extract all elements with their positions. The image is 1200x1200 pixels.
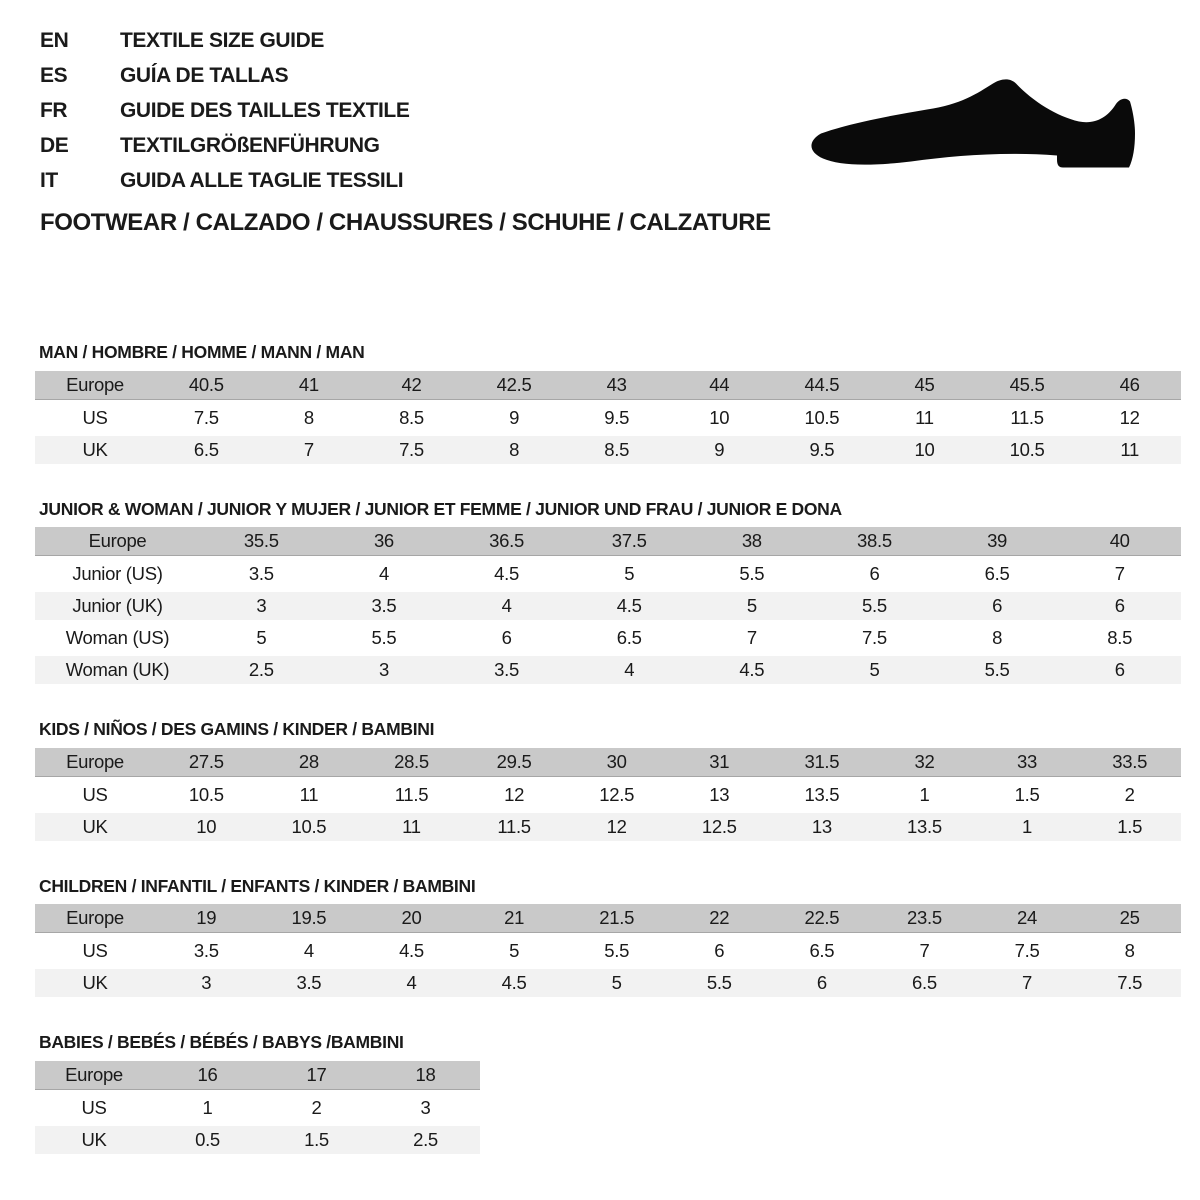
size-section-kids xyxy=(35,721,1185,845)
size-cell: 6.5 xyxy=(936,560,1059,588)
table-row-man-us xyxy=(35,404,1181,432)
table-row-man-europe xyxy=(35,371,1181,400)
size-cell: 7 xyxy=(691,624,814,652)
size-cell: 1 xyxy=(153,1094,262,1122)
size-cell: 19 xyxy=(155,904,258,933)
size-cell: 1 xyxy=(976,813,1079,841)
size-cell: 40.5 xyxy=(155,371,258,400)
size-cell: 22.5 xyxy=(771,904,874,933)
size-cell: 9 xyxy=(668,436,771,464)
size-cell: 4.5 xyxy=(568,592,691,620)
size-cell: 3.5 xyxy=(155,937,258,965)
size-cell: 10.5 xyxy=(771,404,874,432)
size-cell: 4 xyxy=(258,937,361,965)
table-row-junior-junior-uk- xyxy=(35,592,1181,620)
table-row-junior-woman-uk- xyxy=(35,656,1181,684)
language-code: FR xyxy=(40,99,68,122)
size-cell: 11 xyxy=(873,404,976,432)
size-table-junior xyxy=(35,523,1181,688)
size-cell: 9 xyxy=(463,404,566,432)
language-label: GUIDA ALLE TAGLIE TESSILI xyxy=(120,169,404,192)
size-cell: 23.5 xyxy=(873,904,976,933)
size-cell: 4.5 xyxy=(445,560,568,588)
size-cell: 6.5 xyxy=(873,969,976,997)
size-cell: 19.5 xyxy=(258,904,361,933)
size-cell: 11.5 xyxy=(463,813,566,841)
section-title-kids: KIDS / NIÑOS / DES GAMINS / KINDER / BAMBINI xyxy=(39,719,435,739)
size-cell: 4.5 xyxy=(360,937,463,965)
size-cell: 8 xyxy=(936,624,1059,652)
row-label: Woman (UK) xyxy=(35,656,200,684)
size-cell: 22 xyxy=(668,904,771,933)
size-cell: 6 xyxy=(1058,592,1181,620)
category-line: FOOTWEAR / CALZADO / CHAUSSURES / SCHUHE / CALZATURE xyxy=(40,209,771,236)
table-row-babies-uk xyxy=(35,1126,480,1154)
section-title-man: MAN / HOMBRE / HOMME / MANN / MAN xyxy=(39,342,365,362)
size-cell: 11 xyxy=(258,781,361,809)
size-cell: 7 xyxy=(1058,560,1181,588)
table-row-junior-woman-us- xyxy=(35,624,1181,652)
header xyxy=(40,30,800,235)
language-row-it xyxy=(40,170,800,191)
size-cell: 4 xyxy=(568,656,691,684)
size-cell: 28 xyxy=(258,748,361,777)
size-cell: 6 xyxy=(668,937,771,965)
size-cell: 7.5 xyxy=(155,404,258,432)
size-section-junior xyxy=(35,498,1185,689)
size-cell: 5.5 xyxy=(668,969,771,997)
size-cell: 5.5 xyxy=(565,937,668,965)
size-cell: 37.5 xyxy=(568,527,691,556)
row-label: Europe xyxy=(35,1061,153,1090)
size-cell: 4 xyxy=(360,969,463,997)
size-cell: 6 xyxy=(813,560,936,588)
size-table-kids xyxy=(35,744,1181,845)
table-row-babies-europe xyxy=(35,1061,480,1090)
size-cell: 33.5 xyxy=(1078,748,1181,777)
size-cell: 6.5 xyxy=(155,436,258,464)
size-cell: 7.5 xyxy=(976,937,1079,965)
size-table-man xyxy=(35,367,1181,468)
size-cell: 11.5 xyxy=(360,781,463,809)
size-cell: 10.5 xyxy=(258,813,361,841)
size-cell: 4.5 xyxy=(463,969,566,997)
size-cell: 20 xyxy=(360,904,463,933)
size-cell: 42 xyxy=(360,371,463,400)
size-cell: 7 xyxy=(873,937,976,965)
section-title-junior: JUNIOR & WOMAN / JUNIOR Y MUJER / JUNIOR ET FEMME / JUNIOR UND FRAU / JUNIOR E DONA xyxy=(39,498,842,519)
size-cell: 6 xyxy=(1058,656,1181,684)
row-label: US xyxy=(35,937,155,965)
size-cell: 8 xyxy=(1078,937,1181,965)
table-row-junior-junior-us- xyxy=(35,560,1181,588)
size-cell: 8.5 xyxy=(1058,624,1181,652)
size-cell: 11 xyxy=(1078,436,1181,464)
language-label: GUIDE DES TAILLES TEXTILE xyxy=(120,99,410,122)
size-cell: 1.5 xyxy=(976,781,1079,809)
size-cell: 6 xyxy=(936,592,1059,620)
size-cell: 3 xyxy=(155,969,258,997)
size-cell: 13.5 xyxy=(771,781,874,809)
size-cell: 10.5 xyxy=(976,436,1079,464)
size-cell: 39 xyxy=(936,527,1059,556)
row-label: Europe xyxy=(35,904,155,933)
row-label: US xyxy=(35,781,155,809)
size-cell: 21.5 xyxy=(565,904,668,933)
table-row-children-us xyxy=(35,937,1181,965)
language-row-en xyxy=(40,30,800,51)
size-cell: 5 xyxy=(463,937,566,965)
size-cell: 28.5 xyxy=(360,748,463,777)
size-cell: 10 xyxy=(668,404,771,432)
size-cell: 7.5 xyxy=(360,436,463,464)
size-table-babies xyxy=(35,1057,480,1158)
language-code: ES xyxy=(40,64,68,87)
size-cell: 12 xyxy=(1078,404,1181,432)
size-cell: 9.5 xyxy=(771,436,874,464)
language-code: DE xyxy=(40,134,69,157)
size-cell: 5 xyxy=(813,656,936,684)
size-cell: 40 xyxy=(1058,527,1181,556)
section-title-children: CHILDREN / INFANTIL / ENFANTS / KINDER / BAMBINI xyxy=(39,875,476,896)
size-cell: 0.5 xyxy=(153,1126,262,1154)
language-label: TEXTILE SIZE GUIDE xyxy=(120,29,324,52)
size-cell: 3.5 xyxy=(200,560,323,588)
size-cell: 38 xyxy=(691,527,814,556)
size-cell: 2.5 xyxy=(371,1126,480,1154)
size-cell: 12 xyxy=(565,813,668,841)
size-cell: 27.5 xyxy=(155,748,258,777)
size-cell: 2 xyxy=(1078,781,1181,809)
size-cell: 36.5 xyxy=(445,527,568,556)
row-label: Woman (US) xyxy=(35,624,200,652)
size-cell: 42.5 xyxy=(463,371,566,400)
row-label: UK xyxy=(35,813,155,841)
row-label: Europe xyxy=(35,748,155,777)
size-cell: 6 xyxy=(771,969,874,997)
size-cell: 7.5 xyxy=(813,624,936,652)
size-table-children xyxy=(35,900,1181,1001)
size-cell: 2.5 xyxy=(200,656,323,684)
size-cell: 10 xyxy=(155,813,258,841)
row-label: Junior (UK) xyxy=(35,592,200,620)
table-row-babies-us xyxy=(35,1094,480,1122)
size-cell: 10.5 xyxy=(155,781,258,809)
size-cell: 3 xyxy=(323,656,446,684)
size-cell: 32 xyxy=(873,748,976,777)
size-cell: 4 xyxy=(445,592,568,620)
size-cell: 5.5 xyxy=(323,624,446,652)
size-cell: 4.5 xyxy=(691,656,814,684)
size-cell: 1.5 xyxy=(1078,813,1181,841)
row-label: UK xyxy=(35,436,155,464)
table-row-junior-europe xyxy=(35,527,1181,556)
table-row-kids-us xyxy=(35,781,1181,809)
size-cell: 24 xyxy=(976,904,1079,933)
size-cell: 33 xyxy=(976,748,1079,777)
size-cell: 35.5 xyxy=(200,527,323,556)
size-cell: 46 xyxy=(1078,371,1181,400)
size-cell: 31.5 xyxy=(771,748,874,777)
size-cell: 12.5 xyxy=(565,781,668,809)
size-cell: 9.5 xyxy=(565,404,668,432)
size-cell: 5.5 xyxy=(813,592,936,620)
size-cell: 5 xyxy=(568,560,691,588)
size-cell: 44.5 xyxy=(771,371,874,400)
size-cell: 5 xyxy=(200,624,323,652)
row-label: US xyxy=(35,1094,153,1122)
size-tables xyxy=(35,344,1185,1191)
size-cell: 13.5 xyxy=(873,813,976,841)
size-cell: 7 xyxy=(976,969,1079,997)
language-label: TEXTILGRÖßENFÜHRUNG xyxy=(120,134,380,157)
size-cell: 8.5 xyxy=(360,404,463,432)
row-label: Junior (US) xyxy=(35,560,200,588)
size-cell: 8 xyxy=(463,436,566,464)
language-list xyxy=(40,30,800,191)
size-cell: 6.5 xyxy=(771,937,874,965)
size-cell: 6.5 xyxy=(568,624,691,652)
size-cell: 3.5 xyxy=(323,592,446,620)
size-cell: 5 xyxy=(691,592,814,620)
size-section-man xyxy=(35,344,1185,468)
size-cell: 6 xyxy=(445,624,568,652)
table-row-man-uk xyxy=(35,436,1181,464)
size-cell: 13 xyxy=(771,813,874,841)
size-cell: 12 xyxy=(463,781,566,809)
language-label: GUÍA DE TALLAS xyxy=(120,64,289,87)
size-cell: 8.5 xyxy=(565,436,668,464)
size-cell: 3 xyxy=(371,1094,480,1122)
size-cell: 25 xyxy=(1078,904,1181,933)
language-row-fr xyxy=(40,100,800,121)
size-cell: 5.5 xyxy=(691,560,814,588)
size-cell: 45 xyxy=(873,371,976,400)
size-cell: 21 xyxy=(463,904,566,933)
size-cell: 2 xyxy=(262,1094,371,1122)
section-title-babies: BABIES / BEBÉS / BÉBÉS / BABYS /BAMBINI xyxy=(39,1032,404,1052)
size-cell: 8 xyxy=(258,404,361,432)
size-cell: 30 xyxy=(565,748,668,777)
language-row-de xyxy=(40,135,800,156)
row-label: US xyxy=(35,404,155,432)
table-row-kids-uk xyxy=(35,813,1181,841)
size-cell: 17 xyxy=(262,1061,371,1090)
row-label: Europe xyxy=(35,371,155,400)
size-cell: 16 xyxy=(153,1061,262,1090)
size-cell: 13 xyxy=(668,781,771,809)
size-cell: 38.5 xyxy=(813,527,936,556)
size-cell: 41 xyxy=(258,371,361,400)
table-row-kids-europe xyxy=(35,748,1181,777)
size-cell: 3.5 xyxy=(258,969,361,997)
size-cell: 5.5 xyxy=(936,656,1059,684)
size-cell: 3.5 xyxy=(445,656,568,684)
size-cell: 44 xyxy=(668,371,771,400)
size-cell: 1 xyxy=(873,781,976,809)
size-cell: 12.5 xyxy=(668,813,771,841)
size-cell: 7.5 xyxy=(1078,969,1181,997)
size-cell: 4 xyxy=(323,560,446,588)
size-section-children xyxy=(35,875,1185,1002)
size-cell: 18 xyxy=(371,1061,480,1090)
size-cell: 43 xyxy=(565,371,668,400)
size-cell: 11 xyxy=(360,813,463,841)
size-cell: 31 xyxy=(668,748,771,777)
size-cell: 29.5 xyxy=(463,748,566,777)
table-row-children-europe xyxy=(35,904,1181,933)
language-code: EN xyxy=(40,29,69,52)
size-section-babies xyxy=(35,1034,1185,1158)
row-label: Europe xyxy=(35,527,200,556)
row-label: UK xyxy=(35,969,155,997)
size-cell: 7 xyxy=(258,436,361,464)
language-code: IT xyxy=(40,169,58,192)
size-cell: 36 xyxy=(323,527,446,556)
shoe-silhouette-path xyxy=(811,79,1135,167)
language-row-es xyxy=(40,65,800,86)
dress-shoe-icon xyxy=(805,70,1140,185)
table-row-children-uk xyxy=(35,969,1181,997)
size-cell: 3 xyxy=(200,592,323,620)
size-cell: 1.5 xyxy=(262,1126,371,1154)
size-cell: 11.5 xyxy=(976,404,1079,432)
row-label: UK xyxy=(35,1126,153,1154)
size-cell: 5 xyxy=(565,969,668,997)
size-cell: 45.5 xyxy=(976,371,1079,400)
size-cell: 10 xyxy=(873,436,976,464)
